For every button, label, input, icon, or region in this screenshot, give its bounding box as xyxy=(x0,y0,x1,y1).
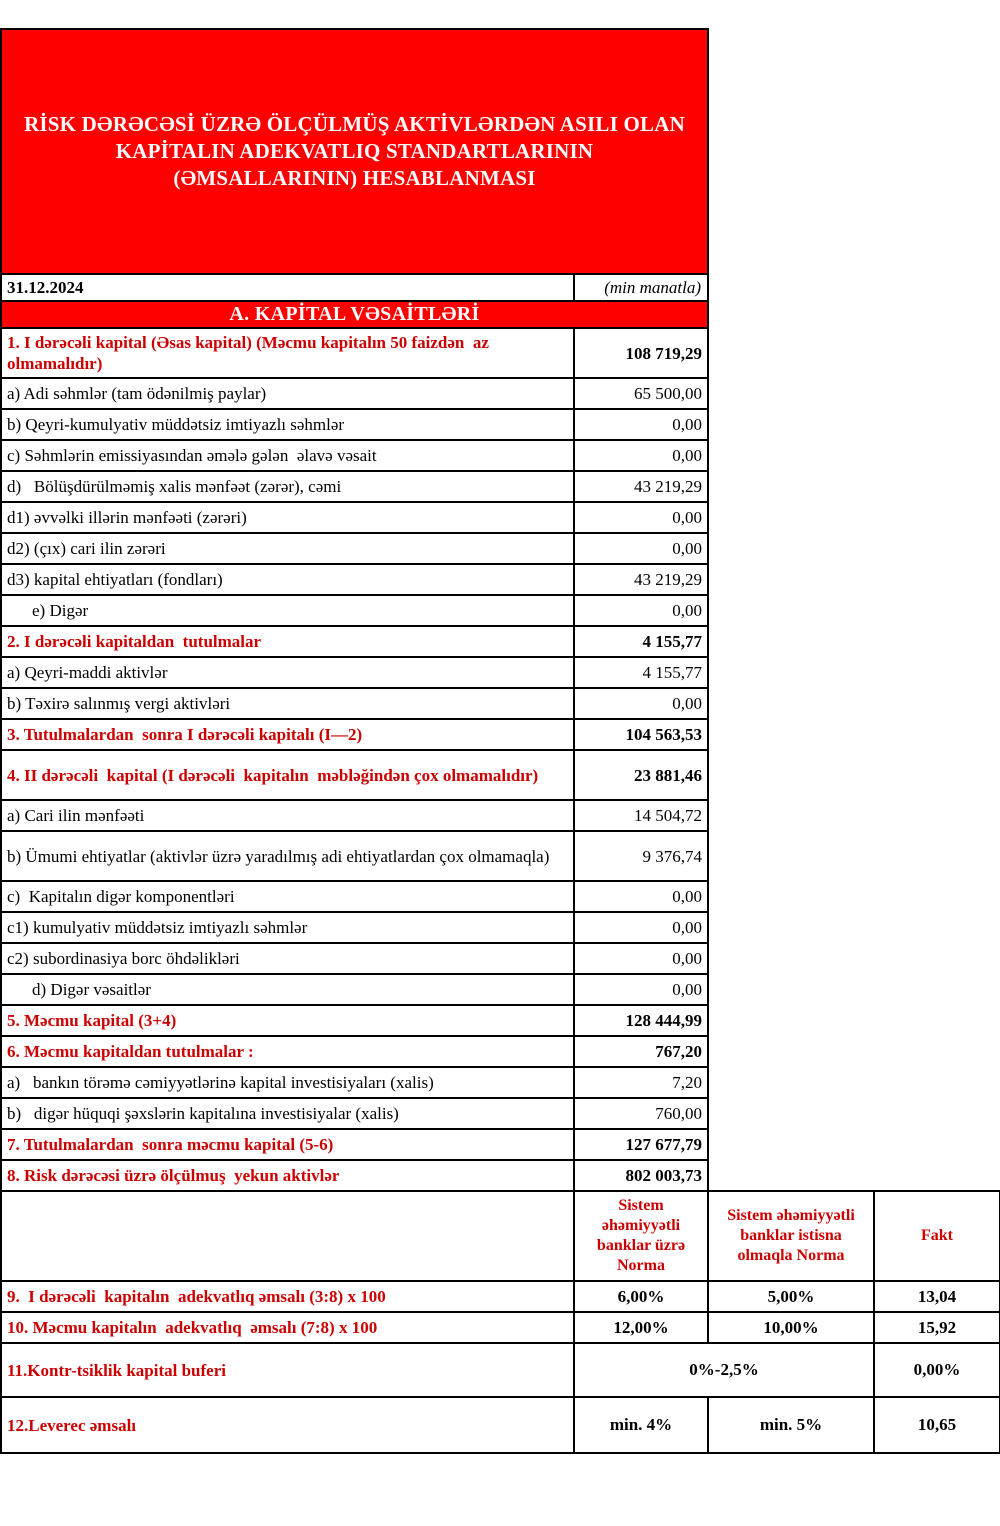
row-value: 0,00 xyxy=(574,688,708,719)
row-norm-systemic: 6,00% xyxy=(574,1281,708,1312)
report-title xyxy=(1,29,708,274)
table-row xyxy=(1,719,708,750)
report-title-row xyxy=(1,29,708,274)
row-value: 0,00 xyxy=(574,974,708,1005)
table-row xyxy=(1,564,708,595)
row-label: b) digər hüquqi şəxslərin kapitalına investisiyalar (xalis) xyxy=(1,1098,574,1129)
table-row xyxy=(1,657,708,688)
row-value: 108 719,29 xyxy=(574,328,708,378)
row-label: 7. Tutulmalardan sonra məcmu kapital (5-6) xyxy=(1,1129,574,1160)
section-header-row xyxy=(1,301,708,328)
row-value: 0,00 xyxy=(574,881,708,912)
row-norm-systemic: 12,00% xyxy=(574,1312,708,1343)
row-value: 14 504,72 xyxy=(574,800,708,831)
row-norm-systemic: min. 4% xyxy=(574,1397,708,1453)
table-row xyxy=(1,1281,1000,1312)
row-value: 104 563,53 xyxy=(574,719,708,750)
row-norm-merged: 0%-2,5% xyxy=(574,1343,874,1397)
row-label: b) Təxirə salınmış vergi aktivləri xyxy=(1,688,574,719)
row-value: 4 155,77 xyxy=(574,626,708,657)
unit-note: (min manatla) xyxy=(574,274,708,301)
row-label: c2) subordinasiya borc öhdəlikləri xyxy=(1,943,574,974)
row-label: b) Qeyri-kumulyativ müddətsiz imtiyazlı səhmlər xyxy=(1,409,574,440)
row-label: 2. I dərəcəli kapitaldan tutulmalar xyxy=(1,626,574,657)
row-label: d) Digər vəsaitlər xyxy=(1,974,574,1005)
row-label: a) Qeyri-maddi aktivlər xyxy=(1,657,574,688)
row-label: a) Cari ilin mənfəəti xyxy=(1,800,574,831)
row-value: 802 003,73 xyxy=(574,1160,708,1191)
row-value: 9 376,74 xyxy=(574,831,708,881)
table-row xyxy=(1,378,708,409)
row-label: c) Kapitalın digər komponentləri xyxy=(1,881,574,912)
row-value: 43 219,29 xyxy=(574,471,708,502)
row-value: 128 444,99 xyxy=(574,1005,708,1036)
table-row xyxy=(1,1098,708,1129)
table-row xyxy=(1,409,708,440)
table-row xyxy=(1,912,708,943)
table-row xyxy=(1,943,708,974)
row-value: 4 155,77 xyxy=(574,657,708,688)
table-row xyxy=(1,831,708,881)
row-label: 11.Kontr-tsiklik kapital buferi xyxy=(1,1343,574,1397)
row-label: 12.Leverec əmsalı xyxy=(1,1397,574,1453)
report-title-line-1: RİSK DƏRƏCƏSİ ÜZRƏ ÖLÇÜLMÜŞ AKTİVLƏRDƏN ASILI OLAN xyxy=(24,112,685,136)
row-label: 5. Məcmu kapital (3+4) xyxy=(1,1005,574,1036)
row-label: e) Digər xyxy=(1,595,574,626)
row-label: d3) kapital ehtiyatları (fondları) xyxy=(1,564,574,595)
row-label: d1) əvvəlki illərin mənfəəti (zərəri) xyxy=(1,502,574,533)
table-row xyxy=(1,1343,1000,1397)
row-label: 3. Tutulmalardan sonra I dərəcəli kapitalı (I—2) xyxy=(1,719,574,750)
table-row xyxy=(1,533,708,564)
row-norm-non-systemic: 5,00% xyxy=(708,1281,874,1312)
ratio-header-norm-systemic: Sistem əhəmiyyətli banklar üzrə Norma xyxy=(574,1191,708,1281)
date-row xyxy=(1,274,708,301)
table-row xyxy=(1,974,708,1005)
row-value: 760,00 xyxy=(574,1098,708,1129)
row-label: a) bankın törəmə cəmiyyətlərinə kapital investisiyaları (xalis) xyxy=(1,1067,574,1098)
row-value: 7,20 xyxy=(574,1067,708,1098)
row-value: 0,00 xyxy=(574,502,708,533)
row-fact: 10,65 xyxy=(874,1397,1000,1453)
row-label: d2) (çıx) cari ilin zərəri xyxy=(1,533,574,564)
table-row xyxy=(1,328,708,378)
table-row xyxy=(1,1067,708,1098)
row-fact: 15,92 xyxy=(874,1312,1000,1343)
ratio-header-norm-non-systemic: Sistem əhəmiyyətli banklar istisna olmaqla Norma xyxy=(708,1191,874,1281)
ratio-header-empty xyxy=(1,1191,574,1281)
ratio-header-fact: Fakt xyxy=(874,1191,1000,1281)
table-row xyxy=(1,626,708,657)
row-value: 0,00 xyxy=(574,912,708,943)
ratio-table xyxy=(0,1190,1000,1454)
row-value: 43 219,29 xyxy=(574,564,708,595)
row-value: 0,00 xyxy=(574,440,708,471)
report-title-line-2: KAPİTALIN ADEKVATLIQ STANDARTLARININ xyxy=(115,139,594,163)
table-row xyxy=(1,440,708,471)
section-a-header: A. KAPİTAL VƏSAİTLƏRİ xyxy=(1,301,708,328)
table-row xyxy=(1,881,708,912)
table-row xyxy=(1,688,708,719)
row-label: 8. Risk dərəcəsi üzrə ölçülmuş yekun aktivlər xyxy=(1,1160,574,1191)
row-label: 1. I dərəcəli kapital (Əsas kapital) (Məcmu kapitalın 50 faizdən az olmamalıdır) xyxy=(1,328,574,378)
table-row xyxy=(1,1397,1000,1453)
row-norm-non-systemic: min. 5% xyxy=(708,1397,874,1453)
table-row xyxy=(1,750,708,800)
row-value: 0,00 xyxy=(574,595,708,626)
table-row xyxy=(1,1312,1000,1343)
table-row xyxy=(1,471,708,502)
table-row xyxy=(1,1005,708,1036)
row-value: 65 500,00 xyxy=(574,378,708,409)
row-label: a) Adi səhmlər (tam ödənilmiş paylar) xyxy=(1,378,574,409)
row-label: c) Səhmlərin emissiyasından əmələ gələn əlavə vəsait xyxy=(1,440,574,471)
table-row xyxy=(1,1129,708,1160)
row-fact: 0,00% xyxy=(874,1343,1000,1397)
row-value: 767,20 xyxy=(574,1036,708,1067)
row-value: 0,00 xyxy=(574,409,708,440)
row-label: 6. Məcmu kapitaldan tutulmalar : xyxy=(1,1036,574,1067)
row-label: b) Ümumi ehtiyatlar (aktivlər üzrə yaradılmış adi ehtiyatlardan çox olmamaqla) xyxy=(1,831,574,881)
row-value: 0,00 xyxy=(574,533,708,564)
table-row xyxy=(1,595,708,626)
row-fact: 13,04 xyxy=(874,1281,1000,1312)
table-row xyxy=(1,1160,708,1191)
report-date: 31.12.2024 xyxy=(1,274,574,301)
capital-table xyxy=(0,28,709,1192)
row-label: d) Bölüşdürülməmiş xalis mənfəət (zərər), cəmi xyxy=(1,471,574,502)
row-label: 9. I dərəcəli kapitalın adekvatlıq əmsalı (3:8) x 100 xyxy=(1,1281,574,1312)
table-row xyxy=(1,800,708,831)
row-label: 4. II dərəcəli kapital (I dərəcəli kapitalın məbləğindən çox olmamalıdır) xyxy=(1,750,574,800)
row-norm-non-systemic: 10,00% xyxy=(708,1312,874,1343)
report-title-line-3: (ƏMSALLARININ) HESABLANMASI xyxy=(173,166,536,190)
table-row xyxy=(1,502,708,533)
ratio-header-row xyxy=(1,1191,1000,1281)
row-value: 127 677,79 xyxy=(574,1129,708,1160)
row-value: 0,00 xyxy=(574,943,708,974)
row-label: c1) kumulyativ müddətsiz imtiyazlı səhmlər xyxy=(1,912,574,943)
table-row xyxy=(1,1036,708,1067)
row-label: 10. Məcmu kapitalın adekvatlıq əmsalı (7:8) x 100 xyxy=(1,1312,574,1343)
row-value: 23 881,46 xyxy=(574,750,708,800)
